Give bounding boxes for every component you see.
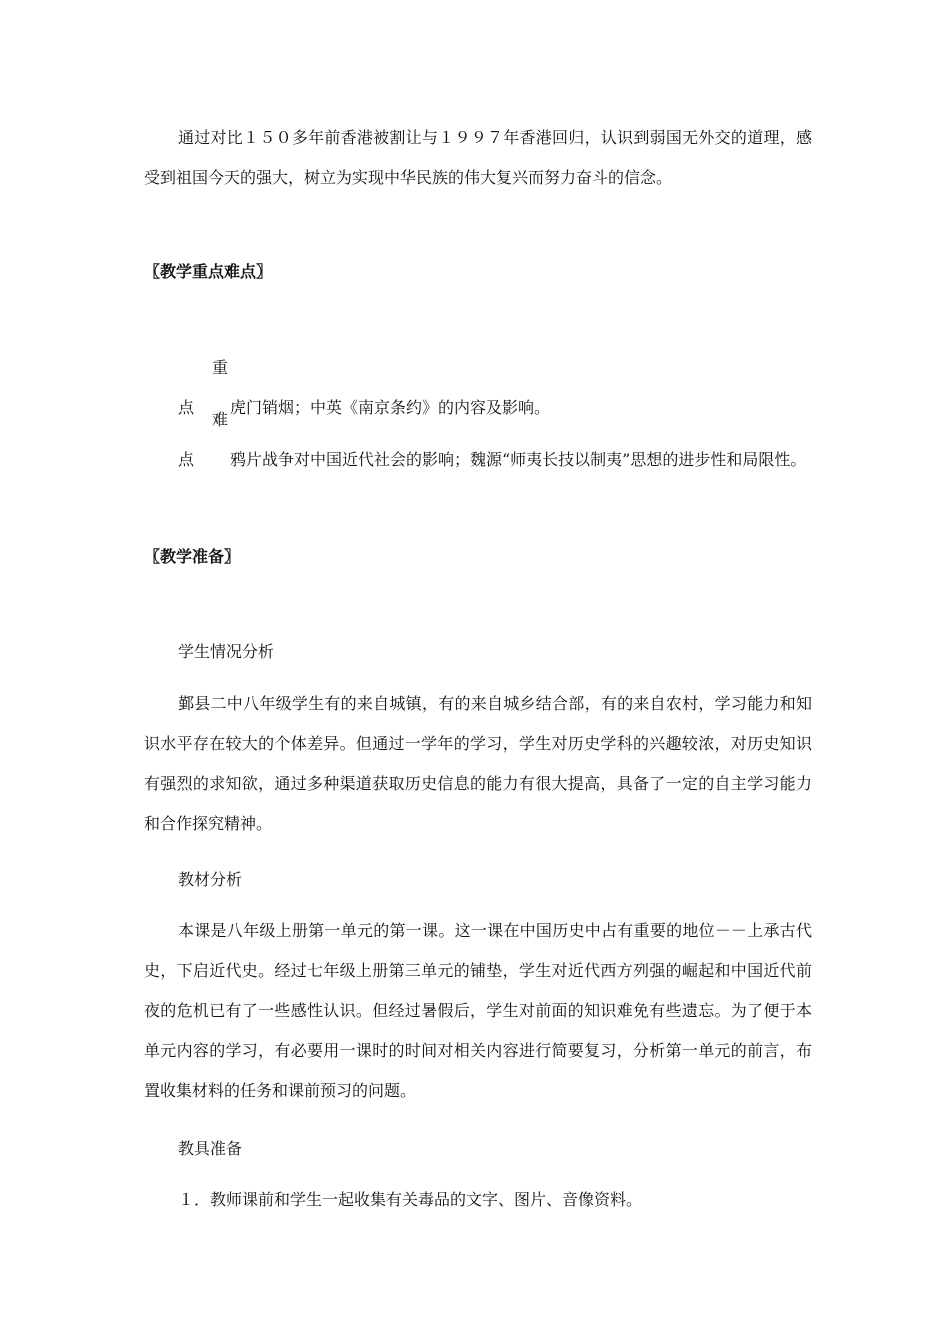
student-analysis-title: 学生情况分析 bbox=[178, 642, 275, 661]
material-analysis-paragraph: 本课是八年级上册第一单元的第一课。这一课在中国历史中占有重要的地位－－上承古代史，下启近代史。经过七年级上册第三单元的铺垫，学生对近代西方列强的崛起和中国近代前夜的危机已有了一些感性认识。但经过暑假后，学生对前面的知识难免有些遗忘。为了便于本单元内容的学习，有必要用一课时的时间对相关内容进行简要复习，分析第一单元的前言，布置收集材料的任务和课前预习的问题。 bbox=[144, 921, 812, 1100]
difficulty-label: 难点 bbox=[178, 410, 229, 469]
difficulty-paragraph bbox=[144, 400, 812, 480]
prep-section-heading: 〖教学准备〗 bbox=[144, 547, 241, 566]
difficulty-text: 鸦片战争对中国近代社会的影响；魏源“师夷长技以制夷”思想的进步性和局限性。 bbox=[230, 450, 807, 469]
key-point-label: 重点 bbox=[178, 358, 229, 417]
key-point-text: 虎门销烟；中英《南京条约》的内容及影响。 bbox=[230, 398, 551, 417]
tools-prep-title: 教具准备 bbox=[178, 1139, 243, 1158]
intro-paragraph: 通过对比１５０多年前香港被割让与１９９７年香港回归，认识到弱国无外交的道理，感受到祖国今天的强大，树立为实现中华民族的伟大复兴而努力奋斗的信念。 bbox=[144, 128, 812, 187]
student-analysis-paragraph: 鄞县二中八年级学生有的来自城镇，有的来自城乡结合部，有的来自农村，学习能力和知识水平存在较大的个体差异。但通过一学年的学习，学生对历史学科的兴趣较浓，对历史知识有强烈的求知欲，通过多种渠道获取历史信息的能力有很大提高，具备了一定的自主学习能力和合作探究精神。 bbox=[144, 694, 812, 833]
material-analysis-title: 教材分析 bbox=[178, 870, 243, 889]
focus-section-heading: 〖教学重点难点〗 bbox=[144, 262, 273, 281]
tools-prep-item-1: １．教师课前和学生一起收集有关毒品的文字、图片、音像资料。 bbox=[178, 1190, 643, 1209]
